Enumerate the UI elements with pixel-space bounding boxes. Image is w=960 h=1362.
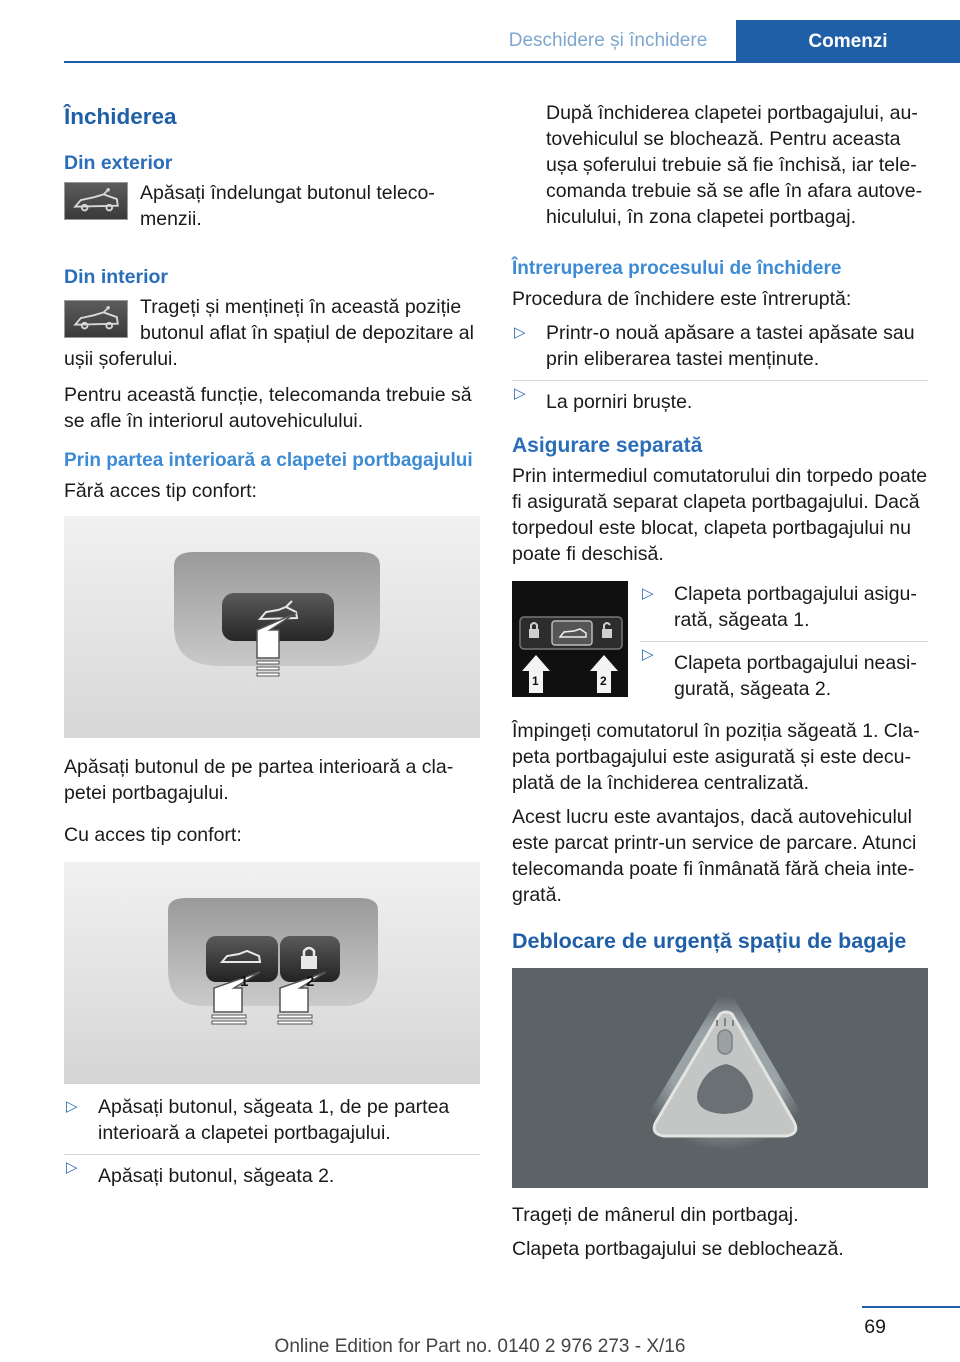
separate-text: Prin intermediul comutatorului din torpedo poate fi asigurată separat clapeta portbagajului. Dacă torpedoul este blocat, clapeta portbagajului nu poate fi deschisă.	[512, 465, 928, 565]
advantage-text: Acest lucru este avantajos, dacă autovehiculul este parcat printr-un service de parcare. Atunci telecomanda poate fi înmânată fără cheia integrată.	[512, 806, 917, 906]
list-item	[512, 320, 928, 380]
switch-arrow-1-label: 1	[532, 674, 539, 688]
comfort-steps-list	[64, 1094, 480, 1189]
trunk-lock-switch-photo	[512, 581, 628, 697]
interior-note: Pentru această funcție, telecomanda trebuie să se afle în interiorul autovehiculului.	[64, 384, 472, 432]
interrupt-intro: Procedura de închidere este întreruptă:	[512, 288, 852, 310]
right-column	[512, 92, 928, 1262]
bullet-triangle-icon: ▷	[514, 324, 526, 341]
car-trunk-icon	[64, 182, 128, 220]
bullet-triangle-icon: ▷	[642, 646, 654, 663]
left-column	[64, 92, 480, 1189]
after-close-text: După închiderea clapetei portbagajului, autovehiculul se blochează. Pentru aceasta ușa șoferului trebuie să fie închisă, iar telecomanda trebuie să se afle în afara autovehiculului, în zona clapetei portbagaj.	[546, 102, 923, 228]
trunk-lid-heading: Prin partea interioară a clapetei portbagajului	[64, 450, 473, 471]
header-tab-comenzi[interactable]: Comenzi	[736, 20, 960, 63]
interrupt-item-2: La porniri bruște.	[546, 391, 693, 413]
exterior-row	[64, 180, 480, 232]
interior-text: Trageți și mențineți în această poziție butonul aflat în spațiul de depozitare al ușii șoferului.	[64, 296, 474, 370]
bullet-triangle-icon: ▷	[514, 385, 526, 402]
push-text: Împingeți comutatorul în poziția săgeată 1. Clapeta portbagajului este asigurată și este decuplată de la închiderea centralizată.	[512, 720, 920, 794]
arrow-2-label: 2	[306, 973, 315, 990]
closing-heading: Închiderea	[64, 104, 177, 129]
trunk-button-photo	[64, 516, 480, 738]
separate-heading: Asigurare separată	[512, 434, 703, 457]
comfort-step-1: Apăsați butonul, săgeata 1, de pe partea interioară a clapetei portbagajului.	[98, 1096, 450, 1144]
no-comfort-label: Fără acces tip confort:	[64, 480, 257, 502]
switch-item-2: Clapeta portbagajului neasigurată, săgeata 2.	[674, 652, 917, 700]
emergency-result-text: Clapeta portbagajului se deblochează.	[512, 1238, 844, 1260]
emergency-release-handle-photo	[512, 968, 928, 1188]
list-item	[64, 1094, 480, 1154]
bullet-triangle-icon: ▷	[66, 1098, 78, 1115]
trunk-buttons-comfort-photo	[64, 862, 480, 1084]
edition-footer: Online Edition for Part no. 0140 2 976 273 - X/16	[274, 1336, 686, 1357]
with-comfort-label: Cu acces tip confort:	[64, 824, 242, 846]
switch-list	[640, 581, 928, 702]
arrow-1-label: 1	[240, 973, 249, 990]
switch-arrow-2-label: 2	[600, 674, 607, 688]
header-divider	[64, 61, 960, 63]
list-item	[64, 1155, 480, 1189]
no-comfort-caption: Apăsați butonul de pe partea interioară a clapetei portbagajului.	[64, 756, 454, 804]
interrupt-list	[512, 320, 928, 415]
exterior-heading: Din exterior	[64, 152, 173, 174]
emergency-heading: Deblocare de urgență spațiu de bagaje	[512, 929, 907, 953]
interrupt-item-1: Printr-o nouă apăsare a tastei apăsate sau prin eliberarea tastei menținute.	[546, 322, 915, 370]
list-item	[512, 381, 928, 415]
bullet-triangle-icon: ▷	[642, 585, 654, 602]
interrupt-heading: Întreruperea procesului de închidere	[512, 258, 842, 279]
header-section-title: Deschidere și închidere	[508, 30, 708, 51]
comfort-step-2: Apăsați butonul, săgeata 2.	[98, 1165, 335, 1187]
bullet-triangle-icon: ▷	[66, 1159, 78, 1176]
exterior-text: Apăsați îndelungat butonul telecomenzii.	[140, 182, 435, 230]
car-trunk-icon	[64, 300, 128, 338]
interior-heading: Din interior	[64, 266, 169, 288]
switch-item-1: Clapeta portbagajului asigurată, săgeata 1.	[674, 583, 917, 631]
interior-block	[64, 294, 480, 372]
switch-block	[512, 581, 928, 702]
footer-divider	[862, 1306, 960, 1308]
list-item	[640, 581, 928, 641]
list-item	[640, 642, 928, 702]
page-number: 69	[864, 1316, 886, 1338]
emergency-pull-text: Trageți de mânerul din portbagaj.	[512, 1204, 799, 1226]
